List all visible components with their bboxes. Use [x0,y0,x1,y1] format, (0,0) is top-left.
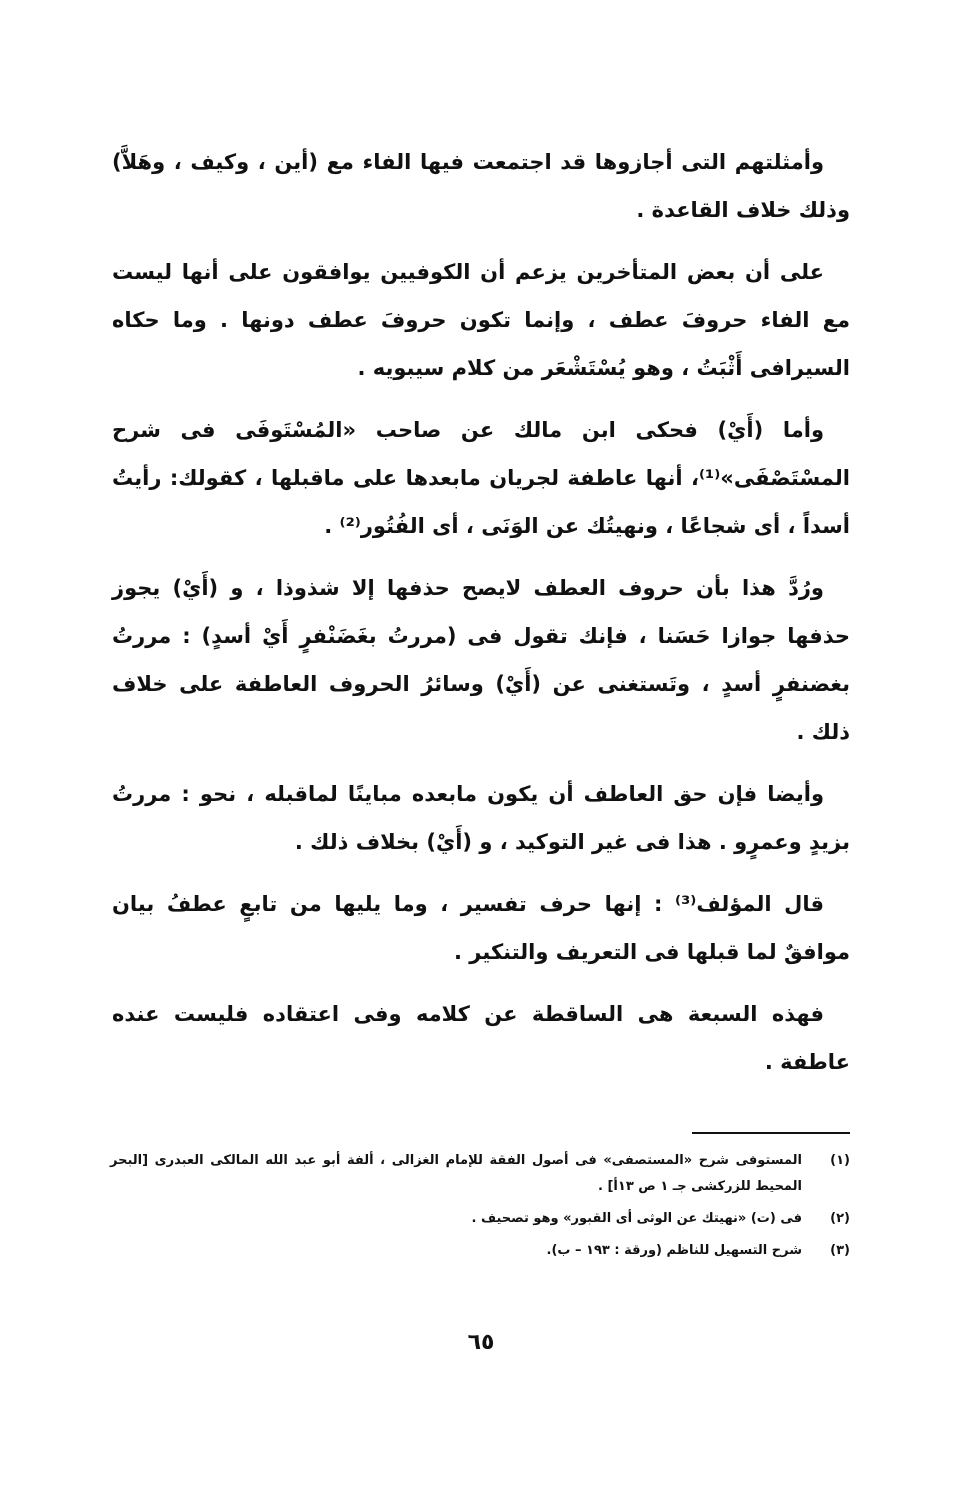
footnote-text: شرح التسهيل للناظم (ورقة : ١٩٣ – ب). [546,1243,802,1258]
footnote-item [110,1206,850,1232]
body-paragraph: وأما (أَيْ) فحكى ابن مالك عن صاحب «المُسْتَوفَى فى شرح المسْتَصْفَى»⁽¹⁾، أنها عاطفة لجريان مابعدها على ماقبلها ، كقولك: رأيتُ أسداً ، أى شجاعًا ، ونهيتُك عن الوَنَى ، أى الفُتُور⁽²⁾ . [112,418,850,538]
body-paragraph: وأمثلتهم التى أجازوها قد اجتمعت فيها الفاء مع (أين ، وكيف ، وهَلاَّ) وذلك خلاف القاعدة . [112,150,850,222]
footnote-number: (٢) [830,1211,850,1226]
footnote-number: (٣) [830,1243,850,1258]
page-number: ٦٥ [467,1330,495,1355]
body-paragraph: فهذه السبعة هى الساقطة عن كلامه وفى اعتقاده فليست عنده عاطفة . [112,1002,850,1074]
footnote-text: المستوفى شرح «المستصفى» فى أصول الفقة للإمام الغزالى ، ألفة أبو عبد الله المالكى العبدرى [البحر المحيط للزركشى جـ ١ ص ١٣أ] . [110,1153,802,1194]
footnote-item [110,1238,850,1264]
footnote-item [110,1148,850,1200]
footnotes [110,1148,850,1270]
body-paragraph: وأيضا فإن حق العاطف أن يكون مابعده مباينًا لماقبله ، نحو : مررتُ بزيدٍ وعمرٍو . هذا فى غير التوكيد ، و (أَيْ) بخلاف ذلك . [112,782,850,854]
body-paragraph: على أن بعض المتأخرين يزعم أن الكوفيين يوافقون على أنها ليست مع الفاء حروفَ عطف ، وإنما تكون حروفَ عطف دونها . وما حكاه السيرافى أَثْبَتُ ، وهو يُسْتَشْعَر من كلام سيبويه . [112,260,850,380]
footnote-text: فى (ت) «نهيتك عن الوثى أى القبور» وهو تصحيف . [471,1211,802,1226]
footnote-divider [692,1132,850,1134]
footnote-number: (١) [830,1153,850,1168]
body-paragraph: قال المؤلف⁽³⁾ : إنها حرف تفسير ، وما يليها من تابعٍ عطفُ بيان موافقٌ لما قبلها فى التعريف والتنكير . [112,892,850,964]
body-paragraph: ورُدَّ هذا بأن حروف العطف لايصح حذفها إلا شذوذا ، و (أَيْ) يجوز حذفها جوازا حَسَنا ، فإنك تقول فى (مررتُ بغَضَنْفرٍ أَيْ أسدٍ) : مررتُ بغضنفرٍ أسدٍ ، وتَستغنى عن (أَيْ) وسائرُ الحروف العاطفة على خلاف ذلك . [112,576,850,744]
